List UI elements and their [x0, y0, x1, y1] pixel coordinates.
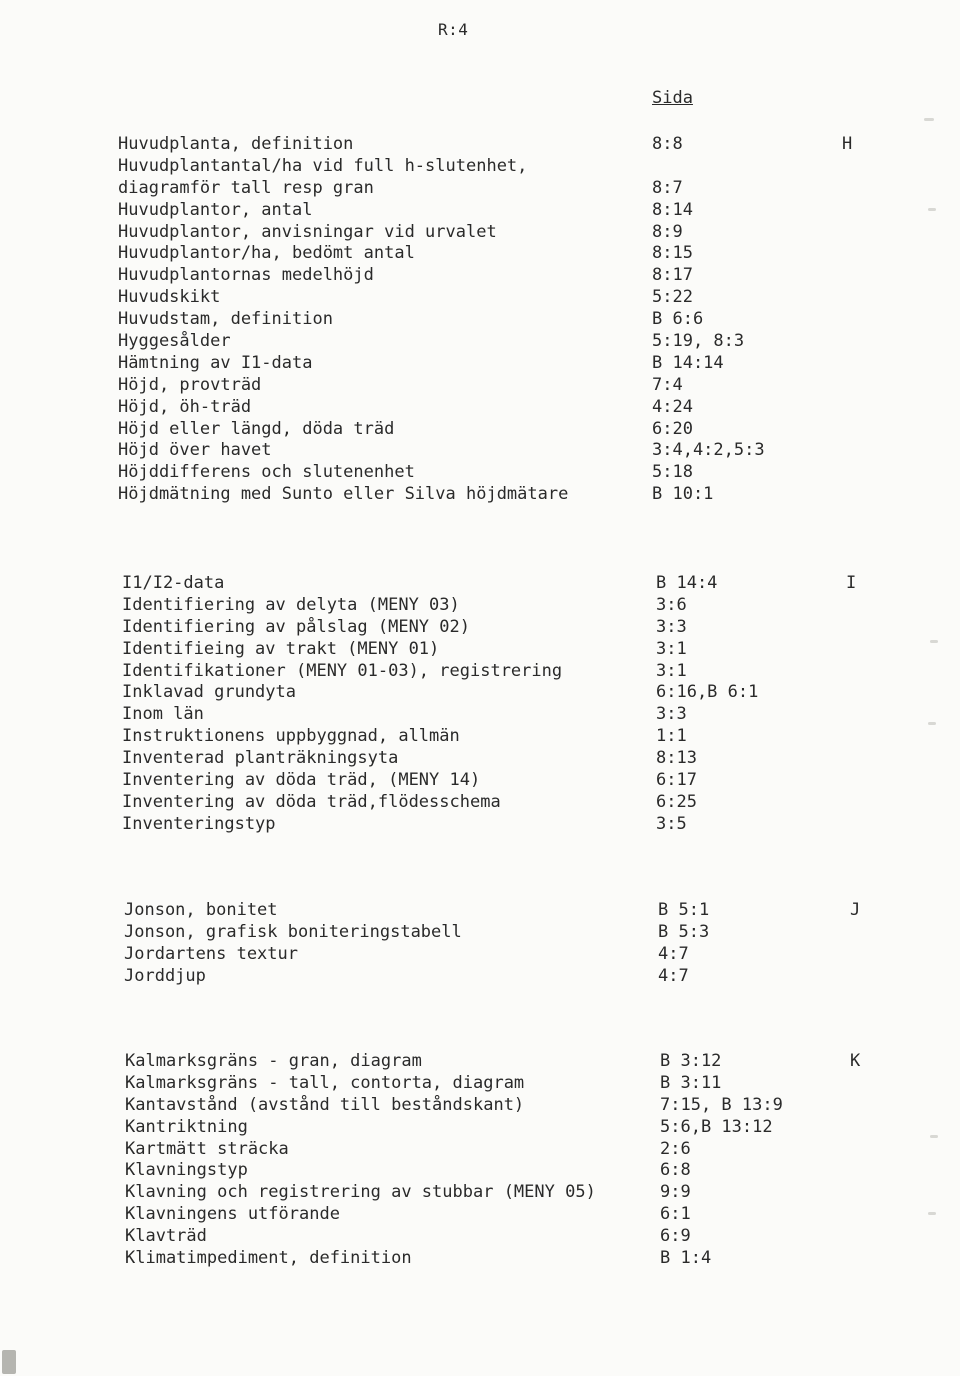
- index-entry: [0, 617, 960, 639]
- index-entry: [0, 375, 960, 397]
- index-page-ref: 8:9: [652, 221, 683, 242]
- index-page-ref: 4:7: [658, 943, 689, 964]
- index-entry: [0, 134, 960, 156]
- index-term: Inventerad planträkningsyta: [122, 748, 399, 769]
- index-entry: [0, 200, 960, 222]
- index-page-ref: 6:25: [656, 791, 697, 812]
- index-page-ref: 3:1: [656, 638, 687, 659]
- index-page-ref: 6:8: [660, 1160, 691, 1181]
- index-term: Klavträd: [125, 1226, 207, 1247]
- index-page-ref: 8:17: [652, 265, 693, 286]
- index-entry: [0, 156, 960, 178]
- index-entry: [0, 922, 960, 944]
- index-entry: [0, 944, 960, 966]
- index-page-ref: B 5:1: [658, 900, 710, 920]
- index-entry: [0, 1248, 960, 1270]
- index-term: Höjd, öh-träd: [118, 396, 252, 417]
- index-term: Inventering av döda träd,flödesschema: [122, 791, 501, 812]
- index-page-ref: B 1:4: [660, 1248, 712, 1269]
- index-term: Inventeringstyp: [122, 813, 276, 834]
- index-entry: [0, 287, 960, 309]
- section-letter: H: [842, 134, 853, 154]
- index-page-ref: 8:15: [652, 243, 693, 264]
- section-letter: K: [850, 1051, 861, 1071]
- section-letter: I: [846, 573, 857, 593]
- index-entry: [0, 595, 960, 617]
- index-page-ref: B 5:3: [658, 921, 710, 942]
- index-term: Kantriktning: [125, 1116, 248, 1137]
- scan-mark: [928, 722, 936, 725]
- index-term: Inklavad grundyta: [122, 682, 296, 703]
- index-entry: [0, 966, 960, 988]
- index-term: Identifiering av delyta (MENY 03): [122, 594, 460, 615]
- index-page-ref: 6:17: [656, 770, 697, 791]
- index-entry: [0, 792, 960, 814]
- index-page-ref: 5:22: [652, 287, 693, 308]
- index-page-ref: 5:18: [652, 462, 693, 483]
- index-term: Huvudplantantal/ha vid full h-slutenhet,: [118, 155, 528, 176]
- index-term: Höjd över havet: [118, 440, 272, 461]
- index-term: I1/I2-data: [122, 573, 225, 593]
- index-entry: [0, 178, 960, 200]
- index-page-ref: 1:1: [656, 726, 687, 747]
- index-term: Jonson, grafisk boniteringstabell: [124, 921, 462, 942]
- index-page-ref: 6:16,B 6:1: [656, 682, 759, 703]
- index-term: Höjdmätning med Sunto eller Silva höjdmätare: [118, 484, 569, 505]
- index-entry: [0, 419, 960, 441]
- index-entry: [0, 726, 960, 748]
- index-entry: [0, 462, 960, 484]
- index-term: Identifiering av pålslag (MENY 02): [122, 616, 470, 637]
- index-entry: [0, 484, 960, 506]
- index-entry: [0, 353, 960, 375]
- index-term: Huvudskikt: [118, 287, 221, 308]
- index-entry: [0, 1073, 960, 1095]
- index-term: Hämtning av I1-data: [118, 352, 313, 373]
- index-entry: [0, 573, 960, 595]
- index-page-ref: 8:8: [652, 134, 683, 154]
- index-page-ref: 4:7: [658, 965, 689, 986]
- index-term: Kalmarksgräns - tall, contorta, diagram: [125, 1072, 525, 1093]
- index-entry: [0, 639, 960, 661]
- index-page-ref: 8:13: [656, 748, 697, 769]
- index-term: Klavningens utförande: [125, 1204, 340, 1225]
- index-page-ref: B 14:14: [652, 352, 724, 373]
- scan-mark: [2, 1350, 16, 1374]
- index-term: Huvudplantor, anvisningar vid urvalet: [118, 221, 497, 242]
- index-page-ref: 3:4,4:2,5:3: [652, 440, 765, 461]
- index-entry: [0, 1095, 960, 1117]
- index-entry: [0, 748, 960, 770]
- page-column-heading: Sida: [652, 88, 693, 108]
- index-term: Kantavstånd (avstånd till beståndskant): [125, 1094, 525, 1115]
- scan-mark: [928, 1212, 936, 1215]
- index-entry: [0, 814, 960, 836]
- index-entry: [0, 309, 960, 331]
- index-entry: [0, 704, 960, 726]
- index-term: Klavningstyp: [125, 1160, 248, 1181]
- index-entry: [0, 331, 960, 353]
- index-term: Huvudstam, definition: [118, 309, 333, 330]
- index-page-ref: 8:14: [652, 199, 693, 220]
- index-term: Instruktionens uppbyggnad, allmän: [122, 726, 460, 747]
- index-term: Jonson, bonitet: [124, 900, 278, 920]
- index-term: Jorddjup: [124, 965, 206, 986]
- index-term: Inventering av döda träd, (MENY 14): [122, 770, 481, 791]
- index-page-ref: 9:9: [660, 1182, 691, 1203]
- index-page-ref: 7:4: [652, 374, 683, 395]
- index-page-ref: 4:24: [652, 396, 693, 417]
- index-page-ref: 2:6: [660, 1138, 691, 1159]
- index-page-ref: B 14:4: [656, 573, 718, 593]
- index-entry: [0, 682, 960, 704]
- index-section-i: [0, 573, 960, 836]
- index-term: Höjd eller längd, döda träd: [118, 418, 395, 439]
- index-page-ref: 5:6,B 13:12: [660, 1116, 773, 1137]
- index-entry: [0, 900, 960, 922]
- index-page-ref: 6:9: [660, 1226, 691, 1247]
- index-term: diagramför tall resp gran: [118, 177, 374, 198]
- scan-mark: [928, 208, 936, 211]
- index-term: Inom län: [122, 704, 204, 725]
- index-term: Jordartens textur: [124, 943, 298, 964]
- index-term: Klimatimpediment, definition: [125, 1248, 412, 1269]
- index-page-ref: 3:1: [656, 660, 687, 681]
- index-term: Huvudplantor, antal: [118, 199, 313, 220]
- index-entry: [0, 1226, 960, 1248]
- index-entry: [0, 397, 960, 419]
- index-page-ref: 6:20: [652, 418, 693, 439]
- index-term: Höjddifferens och slutenenhet: [118, 462, 415, 483]
- index-page-ref: 5:19, 8:3: [652, 331, 745, 352]
- page-number: R:4: [438, 20, 469, 39]
- index-term: Huvudplantornas medelhöjd: [118, 265, 374, 286]
- index-entry: [0, 661, 960, 683]
- index-term: Höjd, provträd: [118, 374, 262, 395]
- index-page-ref: 3:6: [656, 594, 687, 615]
- index-page-ref: B 3:11: [660, 1072, 722, 1093]
- index-term: Hyggesålder: [118, 331, 231, 352]
- index-entry: [0, 440, 960, 462]
- index-page-ref: 8:7: [652, 177, 683, 198]
- index-term: Huvudplantor/ha, bedömt antal: [118, 243, 415, 264]
- index-entry: [0, 243, 960, 265]
- index-term: Kalmarksgräns - gran, diagram: [125, 1051, 422, 1071]
- index-entry: [0, 1204, 960, 1226]
- scan-mark: [930, 640, 938, 643]
- index-term: Huvudplanta, definition: [118, 134, 354, 154]
- index-entry: [0, 265, 960, 287]
- index-page-ref: 6:1: [660, 1204, 691, 1225]
- index-section-h: [0, 134, 960, 506]
- index-section-k: [0, 1051, 960, 1270]
- index-term: Identifieing av trakt (MENY 01): [122, 638, 440, 659]
- section-letter: J: [850, 900, 861, 920]
- scan-mark: [930, 1135, 938, 1138]
- index-page-ref: B 6:6: [652, 309, 704, 330]
- index-entry: [0, 1051, 960, 1073]
- index-term: Klavning och registrering av stubbar (MENY 05): [125, 1182, 596, 1203]
- index-page-ref: B 10:1: [652, 484, 714, 505]
- index-entry: [0, 1117, 960, 1139]
- index-entry: [0, 222, 960, 244]
- index-page-ref: B 3:12: [660, 1051, 722, 1071]
- index-entry: [0, 1160, 960, 1182]
- index-term: Identifikationer (MENY 01-03), registrering: [122, 660, 563, 681]
- index-page-ref: 3:3: [656, 704, 687, 725]
- index-entry: [0, 770, 960, 792]
- index-entry: [0, 1139, 960, 1161]
- index-page-ref: 3:3: [656, 616, 687, 637]
- index-section-j: [0, 900, 960, 988]
- index-term: Kartmätt sträcka: [125, 1138, 289, 1159]
- index-page-ref: 7:15, B 13:9: [660, 1094, 783, 1115]
- index-page-ref: 3:5: [656, 813, 687, 834]
- index-entry: [0, 1182, 960, 1204]
- scan-mark: [924, 118, 934, 121]
